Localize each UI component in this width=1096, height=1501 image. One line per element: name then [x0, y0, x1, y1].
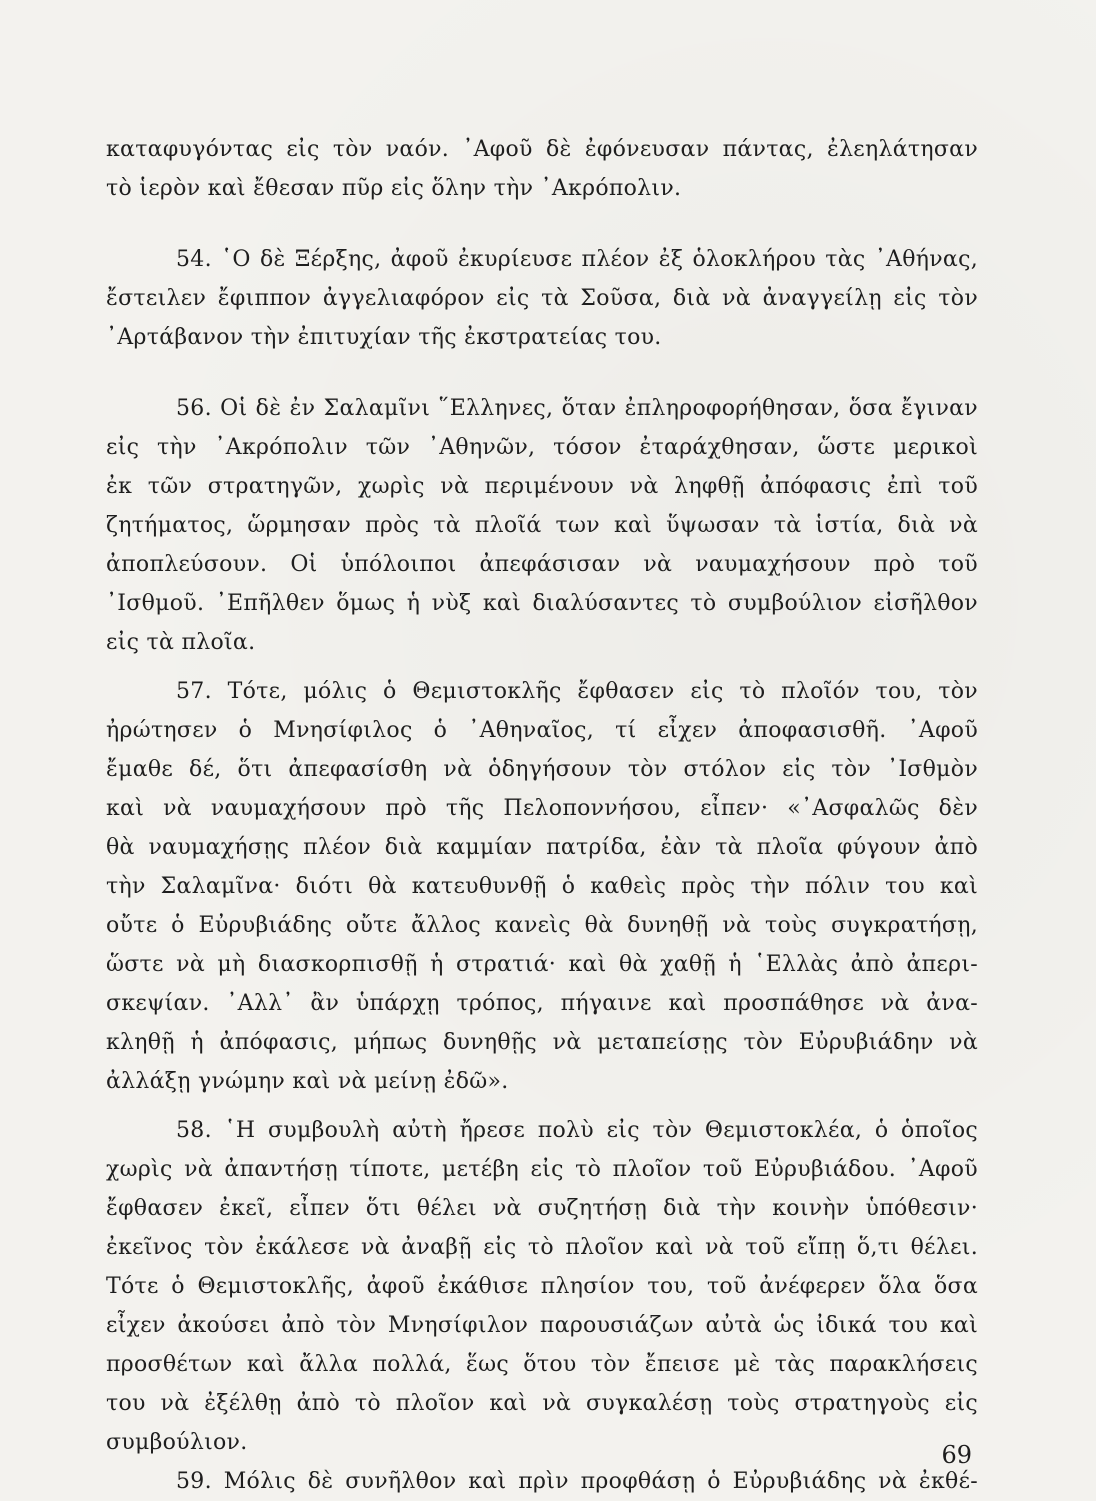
text-line: 58. ῾Η συμβουλὴ αὐτὴ ἤρεσε πολὺ εἰς τὸν Θεμιστοκλέα, ὁ ὁποῖος — [176, 1118, 978, 1143]
paragraph-59 — [106, 1462, 978, 1501]
paragraph-58 — [106, 1111, 978, 1462]
text-line: χωρὶς νὰ ἀπαντήσῃ τίποτε, μετέβη εἰς τὸ πλοῖον τοῦ Εὐρυβιάδου. ᾿Αφοῦ — [106, 1157, 978, 1182]
text-line: ᾿Αρτάβανον τὴν ἐπιτυχίαν τῆς ἐκστρατείας του. — [106, 325, 662, 350]
paragraph-56 — [106, 389, 978, 662]
text-line: τὸ ἱερὸν καὶ ἔθεσαν πῦρ εἰς ὅλην τὴν ᾿Ακρόπολιν. — [106, 176, 682, 201]
paragraph-57 — [106, 672, 978, 1101]
page-number: 69 — [941, 1441, 972, 1469]
text-line: εἶχεν ἀκούσει ἀπὸ τὸν Μνησίφιλον παρουσιάζων αὐτὰ ὡς ἰδικά του καὶ — [106, 1313, 978, 1338]
text-line: τὴν Σαλαμῖνα· διότι θὰ κατευθυνθῇ ὁ καθεὶς πρὸς τὴν πόλιν του καὶ — [106, 874, 978, 899]
text-line: ἔστειλεν ἔφιππον ἀγγελιαφόρον εἰς τὰ Σοῦσα, διὰ νὰ ἀναγγείλῃ εἰς τὸν — [106, 286, 978, 311]
text-line: 54. ῾Ο δὲ Ξέρξης, ἀφοῦ ἐκυρίευσε πλέον ἐξ ὁλοκλήρου τὰς ᾿Αθήνας, — [176, 247, 978, 272]
text-line: ἐκεῖνος τὸν ἐκάλεσε νὰ ἀναβῇ εἰς τὸ πλοῖον καὶ νὰ τοῦ εἴπῃ ὅ,τι θέλει. — [106, 1235, 978, 1260]
text-line: καὶ νὰ ναυμαχήσουν πρὸ τῆς Πελοποννήσου, εἶπεν· «᾿Ασφαλῶς δὲν — [106, 796, 978, 821]
text-line: προσθέτων καὶ ἄλλα πολλά, ἕως ὅτου τὸν ἔπεισε μὲ τὰς παρακλήσεις — [106, 1352, 978, 1377]
text-line: 59. Μόλις δὲ συνῆλθον καὶ πρὶν προφθάσῃ ὁ Εὐρυβιάδης νὰ ἐκθέ- — [176, 1469, 978, 1494]
text-line: εἰς τὴν ᾿Ακρόπολιν τῶν ᾿Αθηνῶν, τόσον ἐταράχθησαν, ὥστε μερικοὶ — [106, 435, 978, 460]
text-line: σκεψίαν. ᾿Αλλ᾿ ἂν ὑπάρχῃ τρόπος, πήγαινε καὶ προσπάθησε νὰ ἀνα- — [106, 991, 978, 1016]
text-line: ἔφθασεν ἐκεῖ, εἶπεν ὅτι θέλει νὰ συζητήσῃ διὰ τὴν κοινὴν ὑπόθεσιν· — [106, 1196, 978, 1221]
text-line: καταφυγόντας εἰς τὸν ναόν. ᾿Αφοῦ δὲ ἐφόνευσαν πάντας, ἐλεηλάτησαν — [106, 137, 978, 162]
text-line: οὔτε ὁ Εὐρυβιάδης οὔτε ἄλλος κανεὶς θὰ δυνηθῇ νὰ τοὺς συγκρατήσῃ, — [106, 913, 978, 938]
text-line: ἀλλάξῃ γνώμην καὶ νὰ μείνῃ ἐδῶ». — [106, 1069, 509, 1094]
text-line: θὰ ναυμαχήσῃς πλέον διὰ καμμίαν πατρίδα, ἐὰν τὰ πλοῖα φύγουν ἀπὸ — [106, 835, 978, 860]
text-line: ζητήματος, ὥρμησαν πρὸς τὰ πλοῖά των καὶ ὕψωσαν τὰ ἱστία, διὰ νὰ — [106, 513, 978, 538]
paragraph-54 — [106, 240, 978, 357]
text-line: εἰς τὰ πλοῖα. — [106, 630, 256, 655]
paragraph-continuation — [106, 130, 978, 208]
text-line: ἀποπλεύσουν. Οἱ ὑπόλοιποι ἀπεφάσισαν νὰ ναυμαχήσουν πρὸ τοῦ — [106, 552, 978, 577]
text-line: κληθῇ ἡ ἀπόφασις, μήπως δυνηθῇς νὰ μεταπείσῃς τὸν Εὐρυβιάδην νὰ — [106, 1030, 978, 1055]
text-line: ἔμαθε δέ, ὅτι ἀπεφασίσθη νὰ ὁδηγήσουν τὸν στόλον εἰς τὸν ᾿Ισθμὸν — [106, 757, 978, 782]
text-line: ἐκ τῶν στρατηγῶν, χωρὶς νὰ περιμένουν νὰ ληφθῇ ἀπόφασις ἐπὶ τοῦ — [106, 474, 978, 499]
text-line: ᾿Ισθμοῦ. ᾿Επῆλθεν ὅμως ἡ νὺξ καὶ διαλύσαντες τὸ συμβούλιον εἰσῆλθον — [106, 591, 978, 616]
body-text — [106, 130, 978, 1501]
text-line: ἠρώτησεν ὁ Μνησίφιλος ὁ ᾿Αθηναῖος, τί εἶχεν ἀποφασισθῆ. ᾿Αφοῦ — [106, 718, 978, 743]
text-line: ὥστε νὰ μὴ διασκορπισθῇ ἡ στρατιά· καὶ θὰ χαθῇ ἡ ῾Ελλὰς ἀπὸ ἀπερι- — [106, 952, 978, 977]
text-line: του νὰ ἐξέλθῃ ἀπὸ τὸ πλοῖον καὶ νὰ συγκαλέσῃ τοὺς στρατηγοὺς εἰς — [106, 1391, 978, 1416]
text-line: Τότε ὁ Θεμιστοκλῆς, ἀφοῦ ἐκάθισε πλησίον του, τοῦ ἀνέφερεν ὅλα ὅσα — [106, 1274, 978, 1299]
text-line: συμβούλιον. — [106, 1430, 248, 1455]
text-line: 57. Τότε, μόλις ὁ Θεμιστοκλῆς ἔφθασεν εἰς τὸ πλοῖόν του, τὸν — [176, 679, 978, 704]
text-line: 56. Οἱ δὲ ἐν Σαλαμῖνι ῞Ελληνες, ὅταν ἐπληροφορήθησαν, ὅσα ἔγιναν — [176, 396, 978, 421]
